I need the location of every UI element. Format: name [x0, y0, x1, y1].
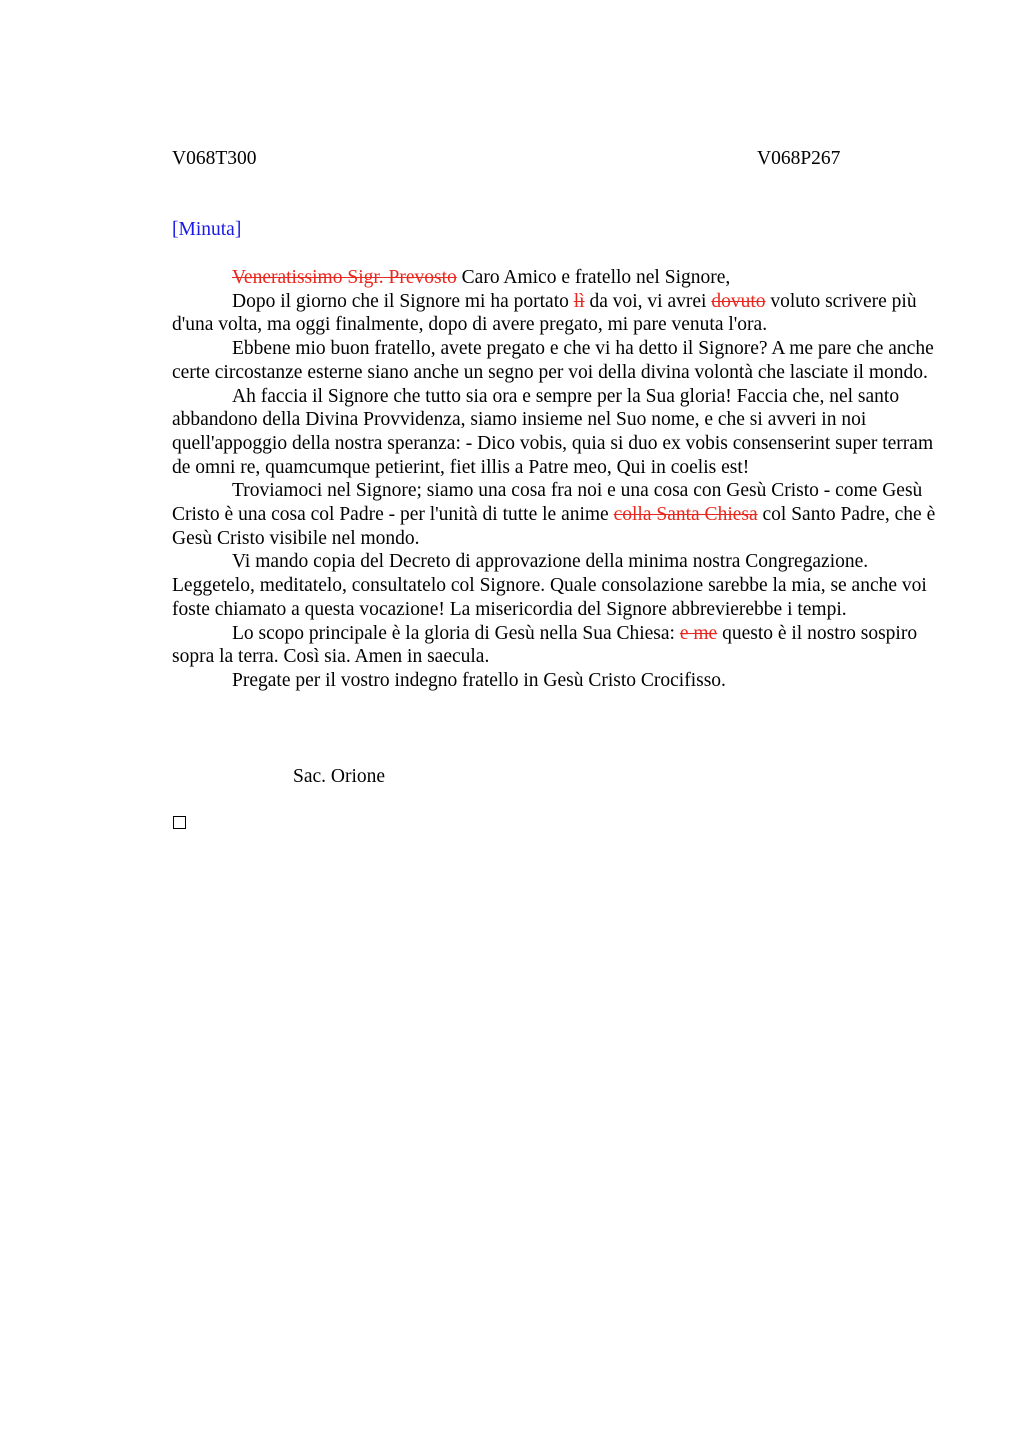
- paragraph-text: questo è il nostro sospiro sopra la terra. Così sia. Amen in saecula.: [172, 622, 918, 668]
- deleted-text: Veneratissimo Sigr. Prevosto: [232, 267, 457, 288]
- letter-paragraph: [172, 337, 942, 384]
- salutation-paragraph: [172, 266, 942, 290]
- paragraph-text: Dopo il giorno che il Signore mi ha portato: [232, 290, 574, 312]
- letter-paragraph: [172, 385, 942, 480]
- empty-square-icon: [173, 816, 186, 829]
- closing-paragraph: [172, 669, 942, 693]
- paragraph-text: da voi, vi avrei: [584, 290, 712, 312]
- paragraph-text: Ebbene mio buon fratello, avete pregato e che vi ha detto il Signore? A me pare che anche certe circostanze esterne siano anche un segno per voi della divina volontà che lasciate il mondo.: [172, 338, 934, 383]
- paragraph-text: col Santo Padre, che è Gesù Cristo visibile nel mondo.: [172, 504, 936, 549]
- deleted-text: e me: [679, 622, 718, 644]
- letter-paragraph: [172, 290, 942, 337]
- paragraph-text: voluto scrivere più d'una volta, ma oggi finalmente, dopo di avere pregato, mi pare venuta l'ora.: [172, 290, 917, 336]
- paragraph-text: Lo scopo principale è la gloria di Gesù nella Sua Chiesa:: [232, 622, 680, 644]
- letter-paragraph: [172, 622, 942, 669]
- document-code-left: V068T300: [172, 148, 257, 169]
- salutation-text: Caro Amico e fratello nel Signore,: [456, 267, 731, 288]
- deleted-text: dovuto: [711, 290, 766, 312]
- paragraph-text: Pregate per il vostro indegno fratello in Gesù Cristo Crocifisso.: [232, 669, 726, 691]
- letter-paragraph: [172, 550, 942, 621]
- signature: Sac. Orione: [293, 766, 386, 787]
- paragraph-text: Troviamoci nel Signore; siamo una cosa fra noi e una cosa con Gesù Cristo - come Gesù Cristo è una cosa col Padre - per l'unità di tutte le anime: [172, 480, 923, 526]
- paragraph-text: Ah faccia il Signore che tutto sia ora e sempre per la Sua gloria! Faccia che, nel santo abbandono della Divina Provvidenza, siamo insieme nel Suo nome, e che si avveri in noi quell'appoggio della nostra speranza: - Dico vobis, quia si duo ex vobis consenserint super terram de omni re, quamcumque petierint, fiet illis a Patre meo, Qui in coelis est!: [172, 385, 934, 478]
- letter-paragraph: [172, 479, 942, 550]
- deleted-text: lì: [573, 290, 585, 312]
- paragraph-text: Vi mando copia del Decreto di approvazione della minima nostra Congregazione. Leggetelo, meditatelo, consultatelo col Signore. Quale consolazione sarebbe la mia, se anche voi foste chiamato a questa vocazione! La misericordia del Signore abbrevierebbe i tempi.: [172, 551, 927, 620]
- letter-body: [172, 266, 942, 693]
- deleted-text: colla Santa Chiesa: [613, 504, 758, 526]
- minuta-label: [Minuta]: [172, 219, 242, 240]
- document-code-right: V068P267: [757, 148, 841, 169]
